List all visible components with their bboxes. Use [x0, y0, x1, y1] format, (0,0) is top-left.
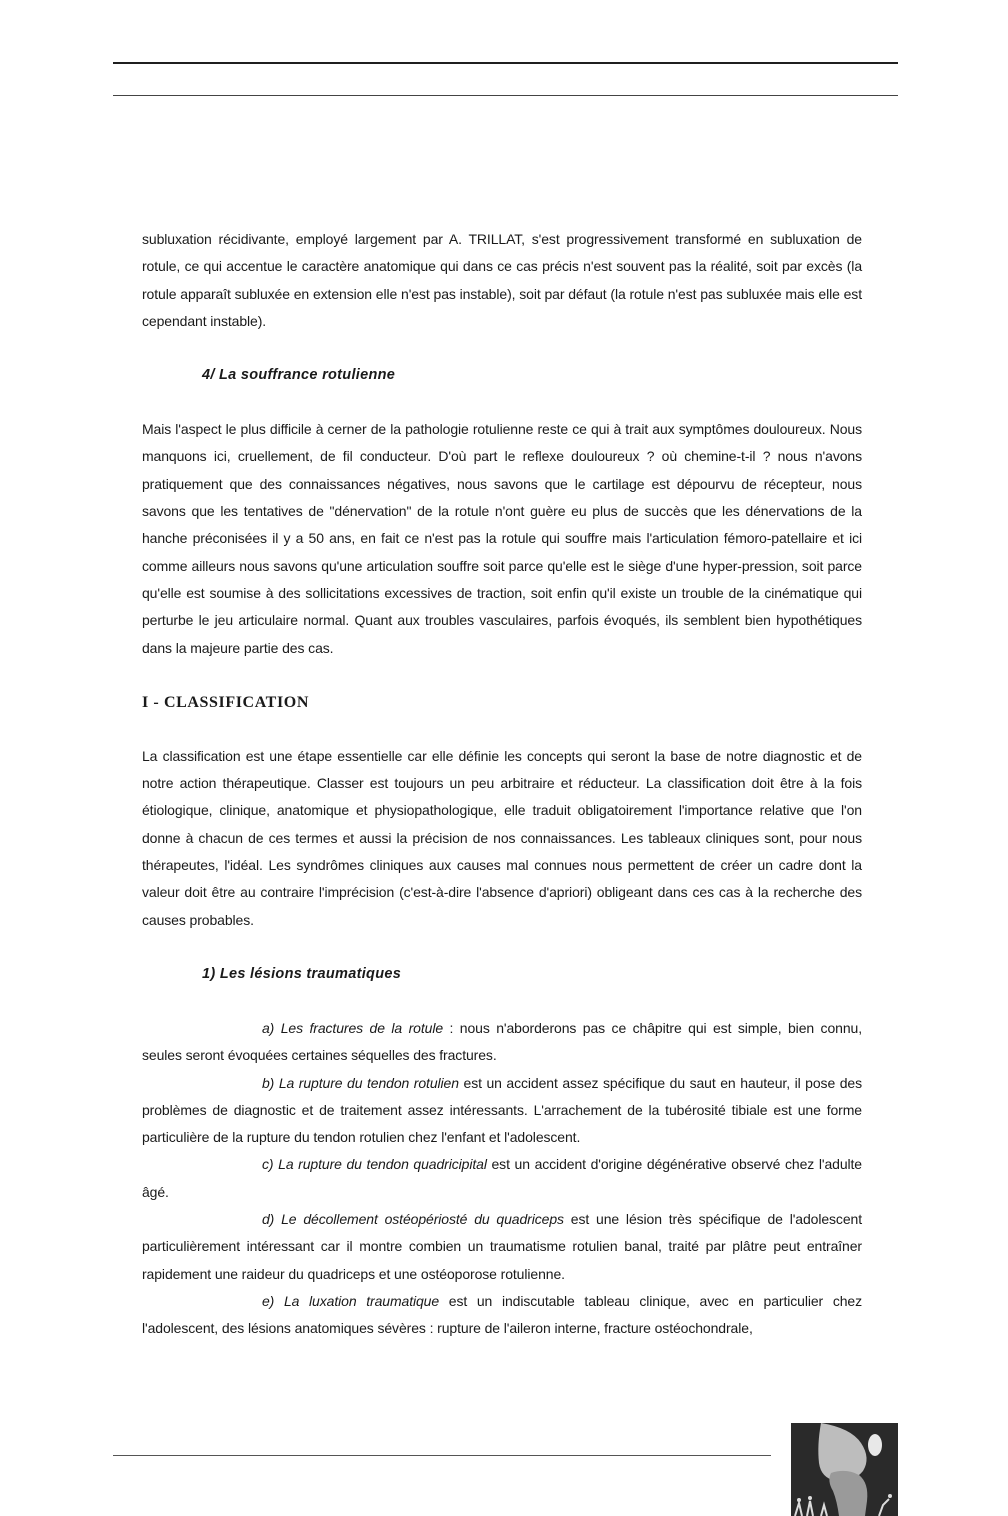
paragraph-symptomes: Mais l'aspect le plus difficile à cerner de la pathologie rotulienne reste ce qui à trait aux symptômes douloureux. Nous manquons ici, cruellement, de fil conducteur. D'où part le reflexe douloureux ? où chemine-t-il ? nous n'avons pratiquement que des connaissances négatives, nous savons que le cartilage est dépourvu de récepteur, nous savons que les tentatives de "dénervation" de la rotule n'ont guère eu plus de succès que les dénervations de la hanche préconisées il y a 50 ans, en fait ce n'est pas la rotule qui souffre mais l'articulation fémoro-patellaire et ici comme ailleurs nous savons qu'une articulation souffre soit parce qu'elle est le siège d'une hyper-pression, soit parce qu'elle est soumise à des sollicitations excessives de traction, soit enfin qu'il existe un trouble de la cinématique qui perturbe le jeu articulaire normal. Quant aux troubles vasculaires, parfois évoqués, ils semblent bien hypothétiques dans la majeure partie des cas.: [142, 421, 862, 656]
footer-rule: [113, 1455, 771, 1456]
item-a-fractures: [142, 1015, 862, 1070]
page-body: [142, 226, 862, 1343]
heading-souffrance-rotulienne: 4/ La souffrance rotulienne: [202, 367, 396, 384]
knee-logo-thumbnail: [791, 1423, 898, 1516]
item-b-text: est un accident assez spécifique du saut en hauteur, il pose des problèmes de diagnostic et de traitement assez intéressants. L'arrachement de la tubérosité tibiale est une forme particulière de la rupture du tendon rotulien chez l'enfant et l'adolescent.: [142, 1074, 863, 1146]
header-rule-thin: [113, 95, 898, 96]
heading-lesions-traumatiques: 1) Les lésions traumatiques: [202, 965, 402, 982]
item-c-title: c) La rupture du tendon quadricipital: [262, 1156, 487, 1173]
heading-classification: I - CLASSIFICATION: [142, 693, 309, 711]
header-rule-thick: [113, 62, 898, 64]
item-d-title: d) Le décollement ostéopériosté du quadriceps: [262, 1211, 564, 1228]
item-c-rupture-tendon-quadricipital: [142, 1151, 862, 1206]
paragraph-subluxation: subluxation récidivante, employé largement par A. TRILLAT, s'est progressivement transformé en subluxation de rotule, ce qui accentue le caractère anatomique qui dans ce cas précis n'est souvent pas la réalité, soit par excès (la rotule apparaît subluxée en extension elle n'est pas instable), soit par défaut (la rotule n'est pas subluxée mais elle est cependant instable).: [142, 231, 862, 329]
paragraph-classification: La classification est une étape essentielle car elle définie les concepts qui seront la base de notre diagnostic et de notre action thérapeutique. Classer est toujours un peu arbitraire et réducteur. La classification doit être à la fois étiologique, clinique, anatomique et physiopathologique, elle traduit obligatoirement l'importance relative que l'on donne à chacun de ces termes et aussi la précision de nos connaissances. Les tableaux cliniques sont, pour nous thérapeutes, l'idéal. Les syndrômes cliniques aux causes mal connues nous permettent de créer un cadre dont la valeur doit être au contraire l'imprécision (c'est-à-dire l'absence d'apriori) obligeant dans ces cas à la recherche des causes probables.: [142, 747, 862, 928]
item-a-title: a) Les fractures de la rotule: [262, 1019, 444, 1036]
item-c-text: est un accident d'origine dégénérative observé chez l'adulte âgé.: [142, 1156, 862, 1200]
knee-joint-icon: [791, 1423, 898, 1516]
item-e-title: e) La luxation traumatique: [262, 1292, 440, 1309]
item-b-rupture-tendon-rotulien: [142, 1070, 862, 1152]
item-a-text: : nous n'aborderons pas ce châpitre qui est simple, bien connu, seules seront évoquées certaines séquelles des fractures.: [142, 1019, 862, 1064]
item-b-title: b) La rupture du tendon rotulien: [262, 1074, 459, 1091]
item-d-decollement: [142, 1206, 862, 1288]
item-e-luxation: [142, 1288, 862, 1343]
item-d-text: est une lésion très spécifique de l'adolescent particulièrement intéressant car il montre combien un traumatisme rotulien banal, traité par plâtre peut entraîner rapidement une raideur du quadriceps et une ostéoporose rotulienne.: [142, 1211, 862, 1282]
item-e-text: est un indiscutable tableau clinique, avec en particulier chez l'adolescent, des lésions anatomiques sévères : rupture de l'aileron interne, fracture ostéochondrale,: [142, 1292, 862, 1337]
